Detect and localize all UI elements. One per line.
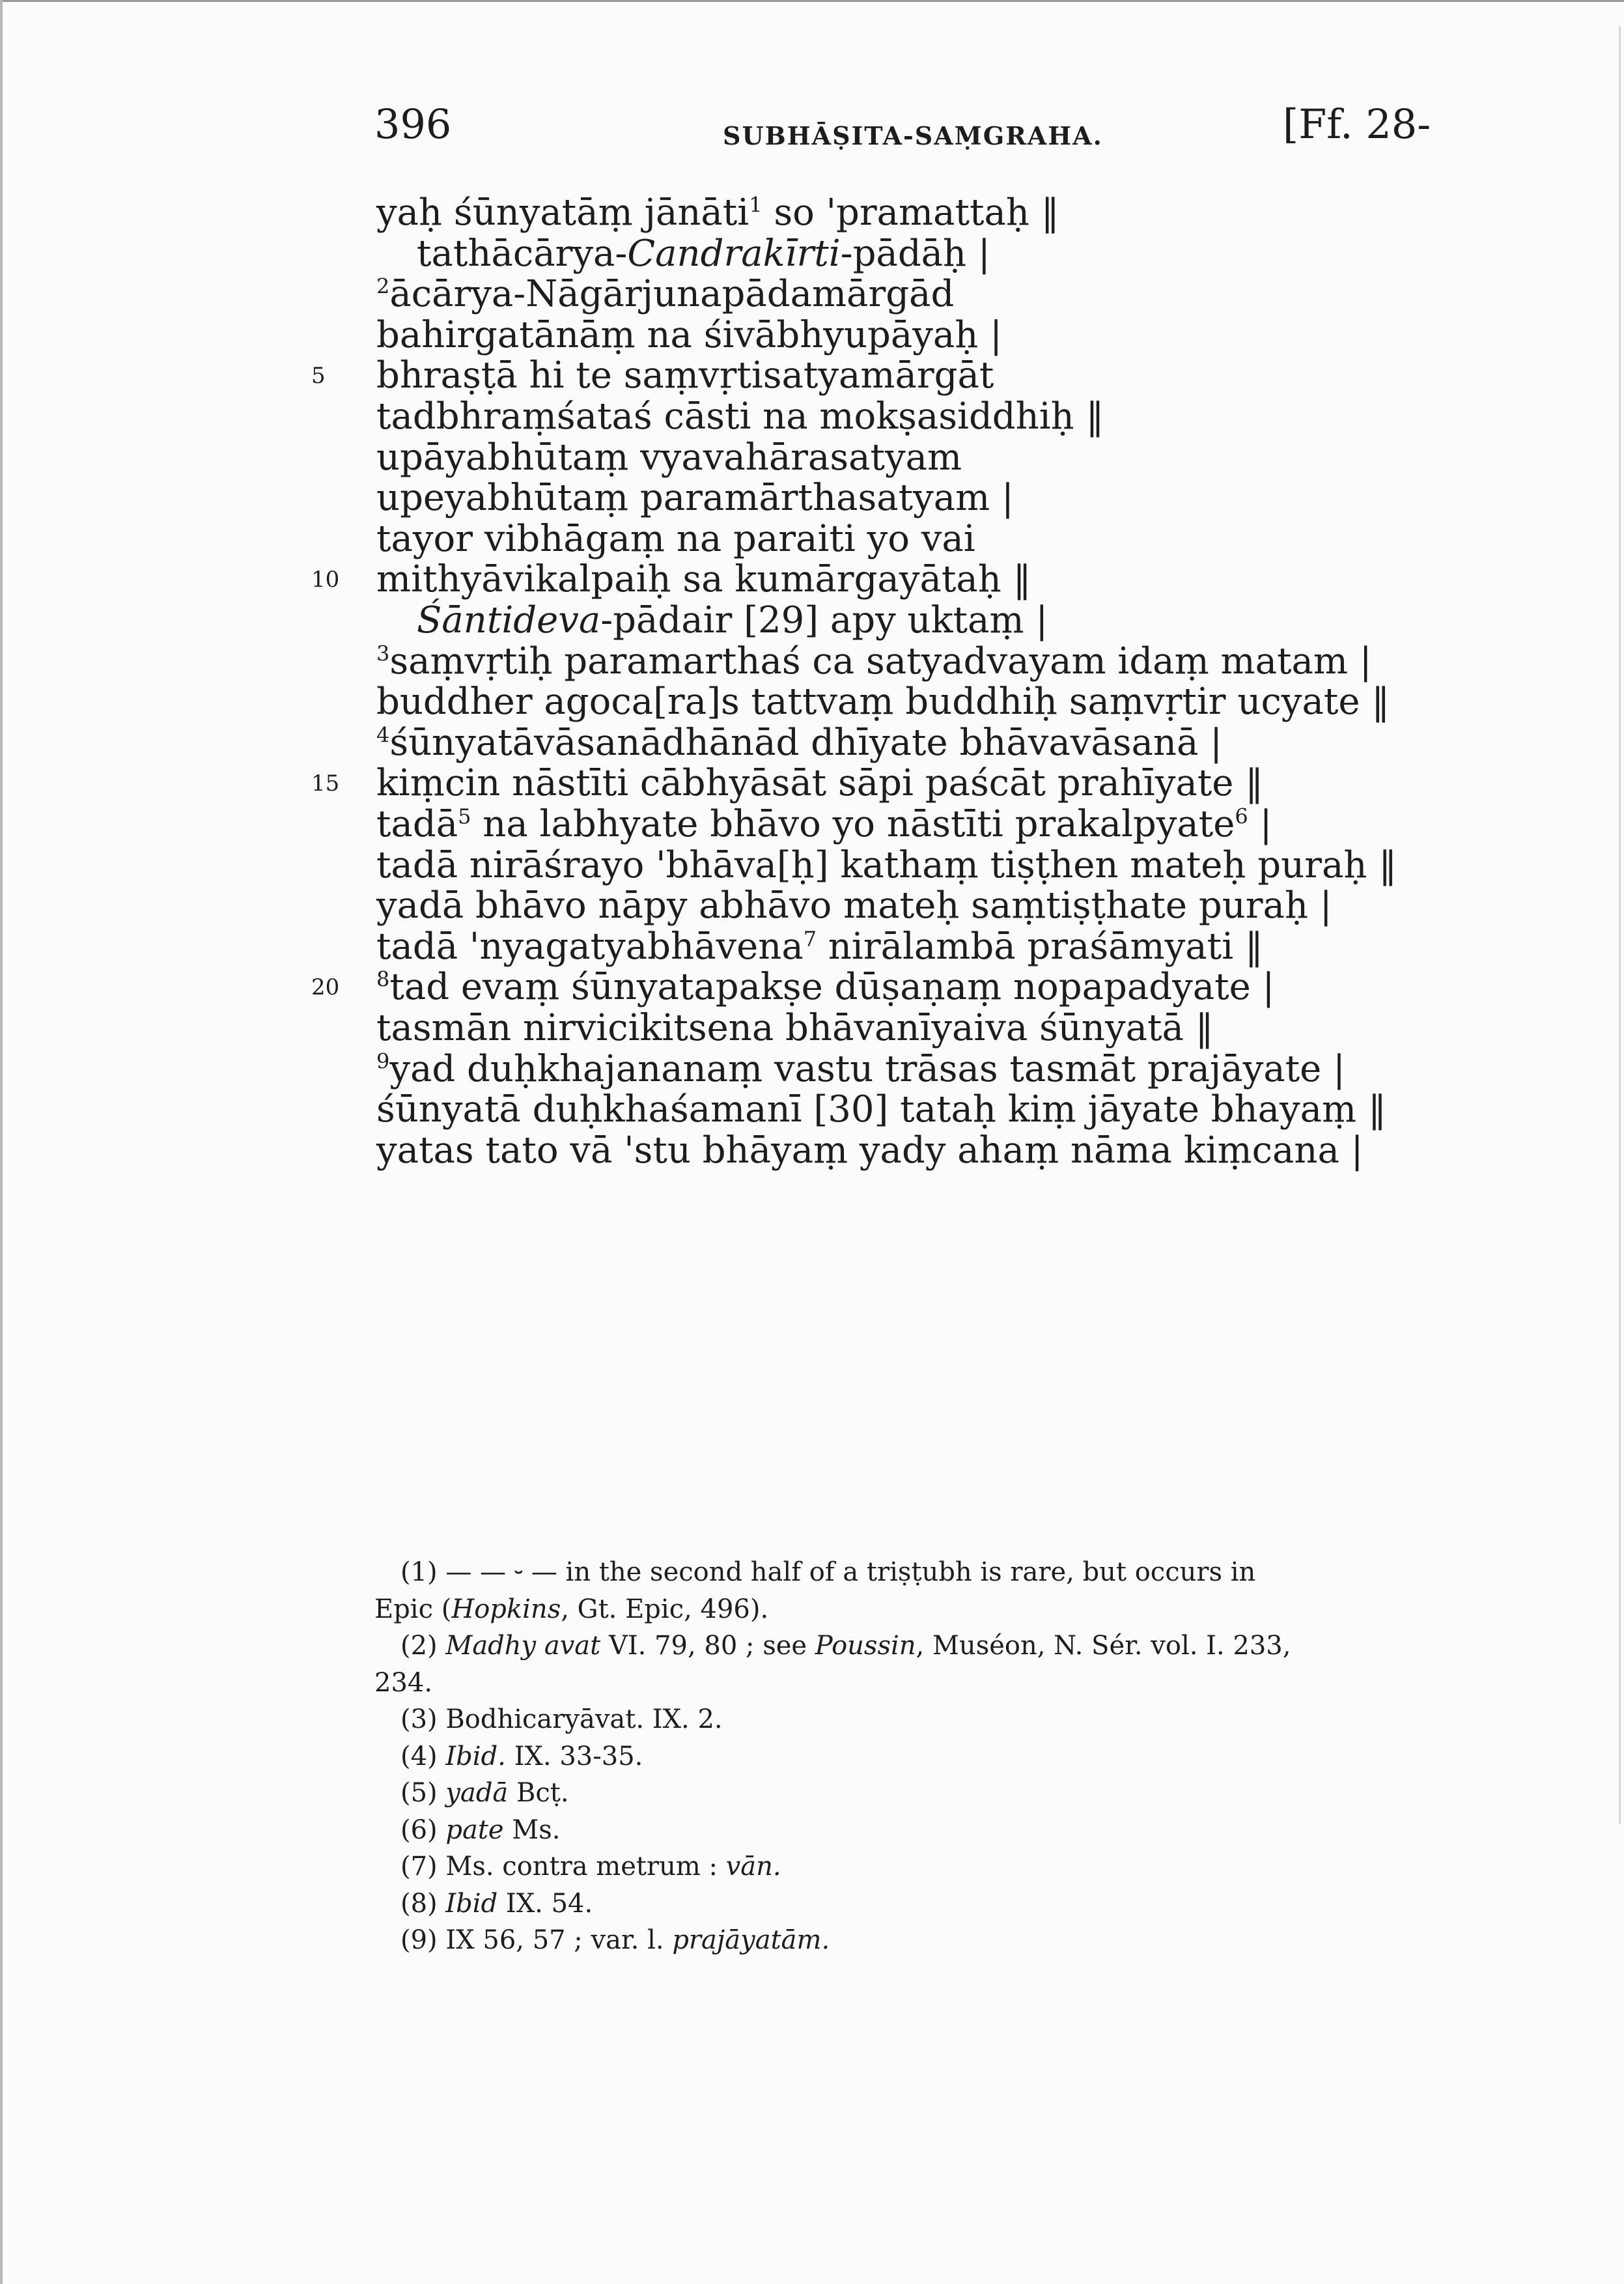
folio-reference: [Ff. 28- bbox=[1283, 100, 1431, 148]
text-segment: (2) bbox=[400, 1631, 446, 1661]
text-segment: Ibid bbox=[445, 1889, 498, 1919]
text-segment: Candrakīrti bbox=[627, 233, 841, 275]
text-segment: 234. bbox=[374, 1668, 433, 1698]
text-segment: tathācārya- bbox=[417, 233, 628, 275]
text-segment: (5) bbox=[400, 1778, 446, 1808]
verse-line bbox=[376, 924, 1483, 970]
footnote-marker: 7 bbox=[803, 926, 817, 952]
line-number: 10 bbox=[311, 567, 340, 593]
text-segment: (1) — — ⏑ — in the second half of a triṣṭubh is rare, but occurs in bbox=[400, 1557, 1256, 1587]
text-segment: Ibid. bbox=[445, 1741, 506, 1771]
footnote-line bbox=[400, 1555, 1468, 1589]
text-segment: yadā bhāvo nāpy abhāvo mateḥ saṃtiṣṭhate puraḥ | bbox=[376, 884, 1332, 927]
text-segment: IX. 33-35. bbox=[505, 1741, 643, 1771]
footnote-line bbox=[400, 1887, 1468, 1921]
verse-line bbox=[376, 883, 1483, 929]
text-segment: (9) IX 56, 57 ; var. l. bbox=[400, 1925, 673, 1955]
text-segment: IX. 54. bbox=[497, 1889, 593, 1919]
text-segment: bhraṣṭā hi te saṃvṛtisatyamārgāt bbox=[376, 354, 994, 397]
text-segment: -pādāḥ | bbox=[840, 233, 990, 275]
text-segment: VI. 79, 80 ; see bbox=[600, 1631, 815, 1661]
footnote-line bbox=[400, 1740, 1468, 1773]
text-segment: nirālambā praśāmyati ‖ bbox=[817, 925, 1263, 968]
verse-line bbox=[376, 965, 1483, 1010]
text-segment: Poussin bbox=[815, 1631, 916, 1661]
text-segment: upeyabhūtaṃ paramārthasatyam | bbox=[376, 477, 1014, 519]
text-segment: , Gt. Epic, 496). bbox=[561, 1594, 769, 1624]
verse-line bbox=[417, 598, 1524, 643]
text-segment: Epic ( bbox=[374, 1594, 452, 1624]
text-segment: tadā bbox=[376, 803, 458, 845]
text-segment: yadā bbox=[445, 1778, 509, 1808]
text-segment: (3) Bodhicaryāvat. IX. 2. bbox=[400, 1704, 723, 1734]
verse-line bbox=[376, 190, 1483, 236]
verse-line bbox=[376, 761, 1483, 806]
verse-line bbox=[417, 231, 1524, 277]
verse-line bbox=[376, 1087, 1483, 1133]
footnote-marker: 5 bbox=[458, 804, 471, 829]
footnote-line bbox=[400, 1923, 1468, 1957]
footnote-marker: 6 bbox=[1235, 804, 1248, 829]
text-segment: saṃvṛtiḥ paramarthaś ca satyadvayam idaṃ matam | bbox=[389, 640, 1372, 683]
verse-line bbox=[376, 1128, 1483, 1174]
text-segment: ācārya-Nāgārjunapādamārgād bbox=[389, 273, 955, 315]
text-segment: Hopkins bbox=[451, 1594, 561, 1624]
text-segment: | bbox=[1248, 803, 1272, 845]
text-segment: (7) Ms. contra metrum : bbox=[400, 1852, 726, 1882]
text-segment: na labhyate bhāvo yo nāstīti prakalpyate bbox=[471, 803, 1235, 845]
text-segment: (6) bbox=[400, 1815, 446, 1845]
text-segment: kiṃcin nāstīti cābhyāsāt sāpi paścāt prahīyate ‖ bbox=[376, 762, 1264, 804]
footnote-marker: 1 bbox=[749, 192, 763, 218]
text-segment: Bcṭ. bbox=[508, 1778, 569, 1808]
verse-line bbox=[376, 313, 1483, 358]
verse-line bbox=[376, 557, 1483, 602]
text-segment: yatas tato vā 'stu bhāyaṃ yady ahaṃ nāma kiṃcana | bbox=[376, 1129, 1364, 1172]
footnote-line bbox=[400, 1850, 1468, 1883]
text-segment: Śāntideva bbox=[417, 599, 601, 641]
page-number: 396 bbox=[374, 100, 452, 148]
text-segment: tadā nirāśrayo 'bhāva[ḥ] kathaṃ tiṣṭhen mateḥ puraḥ ‖ bbox=[376, 844, 1397, 886]
text-segment: vān. bbox=[725, 1852, 781, 1882]
text-segment: Madhy avat bbox=[445, 1631, 601, 1661]
verse-line bbox=[376, 720, 1483, 766]
footnote-line bbox=[374, 1592, 1442, 1626]
verse-line bbox=[376, 802, 1483, 847]
text-segment: so 'pramattaḥ ‖ bbox=[762, 191, 1059, 234]
footnote-marker: 8 bbox=[376, 966, 390, 992]
text-segment: yaḥ śūnyatāṃ jānāti bbox=[376, 191, 749, 234]
text-segment: śūnyatā duḥkhaśamanī [30] tataḥ kiṃ jāyate bhayaṃ ‖ bbox=[376, 1088, 1386, 1131]
text-segment: yad duḥkhajananaṃ vastu trāsas tasmāt prajāyate | bbox=[389, 1048, 1345, 1090]
line-number: 5 bbox=[311, 363, 326, 389]
text-segment: tasmān nirvicikitsena bhāvanīyaiva śūnyatā ‖ bbox=[376, 1007, 1214, 1049]
scan-edge-right bbox=[1619, 26, 1621, 1824]
footnote-line bbox=[374, 1666, 1442, 1700]
text-segment: (8) bbox=[400, 1889, 446, 1919]
text-segment: mithyāvikalpaiḥ sa kumārgayātaḥ ‖ bbox=[376, 558, 1031, 600]
scan-edge-top bbox=[0, 0, 1624, 2]
verse-line bbox=[376, 516, 1483, 562]
verse-line bbox=[376, 639, 1483, 684]
footnote-line bbox=[400, 1776, 1468, 1810]
verse-line bbox=[376, 435, 1483, 481]
text-segment: bahirgatānāṃ na śivābhyupāyaḥ | bbox=[376, 314, 1002, 356]
verse-line bbox=[376, 679, 1483, 725]
text-segment: prajāyatām. bbox=[672, 1925, 830, 1955]
text-segment: -pādair [29] apy uktaṃ | bbox=[600, 599, 1048, 641]
verse-line bbox=[376, 1006, 1483, 1051]
line-number: 15 bbox=[311, 770, 340, 797]
text-segment: , Muséon, N. Sér. vol. I. 233, bbox=[916, 1631, 1291, 1661]
text-segment: tayor vibhāgaṃ na paraiti yo vai bbox=[376, 518, 975, 560]
verse-line bbox=[376, 1047, 1483, 1092]
text-segment: buddher agoca[ra]s tattvaṃ buddhiḥ saṃvṛtir ucyate ‖ bbox=[376, 681, 1390, 723]
verse-line bbox=[376, 353, 1483, 399]
footnote-line bbox=[400, 1813, 1468, 1847]
verse-line bbox=[376, 843, 1483, 888]
line-number: 20 bbox=[311, 974, 340, 1000]
text-segment: (4) bbox=[400, 1741, 446, 1771]
footnote-line bbox=[400, 1629, 1468, 1663]
scan-edge-left bbox=[0, 0, 3, 2284]
footnote-marker: 9 bbox=[376, 1049, 390, 1074]
text-segment: tadā 'nyagatyabhāvena bbox=[376, 925, 804, 968]
verse-line bbox=[376, 394, 1483, 440]
running-title: SUBHĀṢITA-SAṂGRAHA. bbox=[723, 121, 1103, 150]
text-segment: pate bbox=[445, 1815, 504, 1845]
footnote-marker: 3 bbox=[376, 641, 390, 666]
text-segment: Ms. bbox=[503, 1815, 561, 1845]
text-segment: śūnyatāvāsanādhānād dhīyate bhāvavāsanā | bbox=[389, 722, 1223, 764]
text-segment: upāyabhūtaṃ vyavahārasatyam bbox=[376, 436, 962, 479]
footnote-line bbox=[400, 1702, 1468, 1736]
footnote-marker: 4 bbox=[376, 722, 390, 748]
text-segment: tadbhraṃśataś cāsti na mokṣasiddhiḥ ‖ bbox=[376, 395, 1104, 438]
verse-line bbox=[376, 272, 1483, 317]
footnote-marker: 2 bbox=[376, 274, 390, 299]
text-segment: tad evaṃ śūnyatapakṣe dūṣaṇaṃ nopapadyate | bbox=[389, 966, 1275, 1008]
verse-line bbox=[376, 475, 1483, 521]
